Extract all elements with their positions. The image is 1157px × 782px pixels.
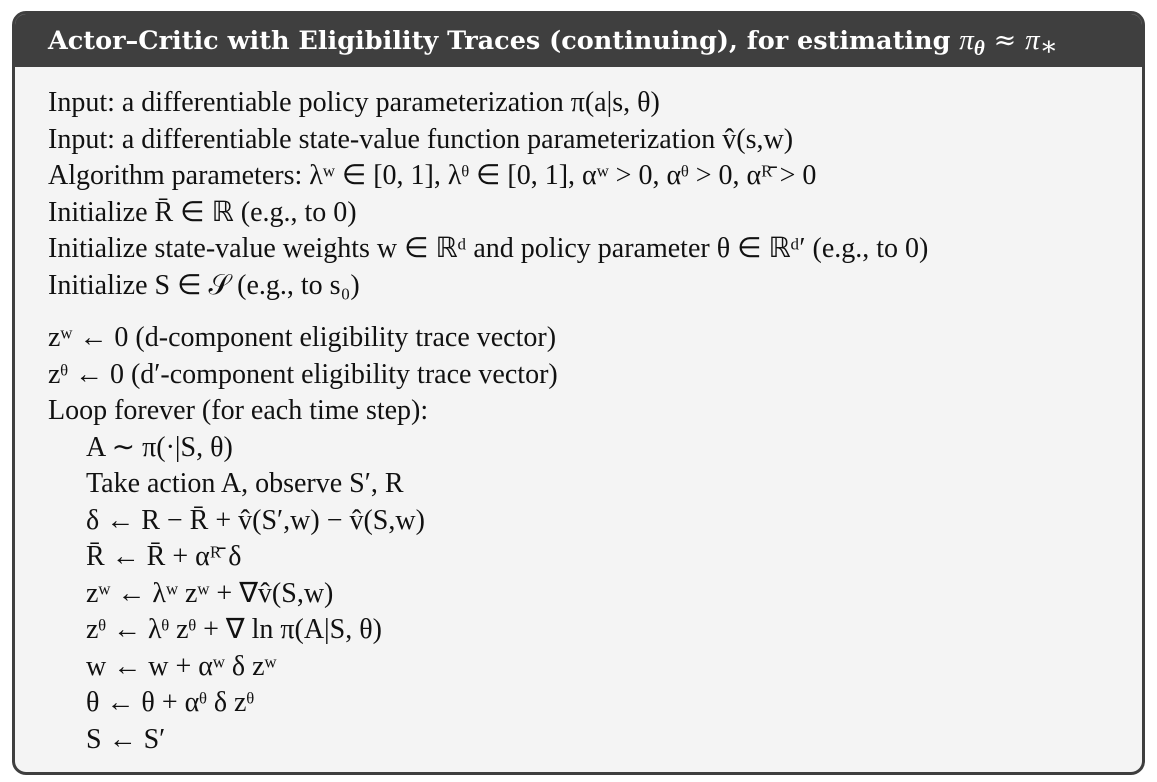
line-loop-forever: Loop forever (for each time step): (48, 395, 429, 426)
line-zw-init: zʷ ← 0 (d-component eligibility trace vector) (48, 322, 557, 353)
step-td-error: δ ← R − R̄ + v̂(S′,w) − v̂(S,w) (86, 504, 425, 536)
algorithm-box (12, 11, 1145, 775)
step-update-state: S ← S′ (86, 723, 166, 755)
title-text: Actor–Critic with Eligibility Traces (continuing), for estimating (48, 26, 951, 56)
line-initialize-rbar: Initialize R̄ ∈ ℝ (e.g., to 0) (48, 196, 357, 228)
title-pi-star: π (1025, 24, 1040, 56)
algorithm-title (15, 14, 1142, 67)
line-ztheta-init: zᶿ ← 0 (d′-component eligibility trace vector) (48, 358, 558, 390)
step-update-rbar: R̄ ← R̄ + αᴿ̄ δ (86, 541, 242, 572)
step-sample-action: A ∼ π(·|S, θ) (86, 431, 233, 463)
step-update-ztheta: zᶿ ← λᶿ zᶿ + ∇ ln π(A|S, θ) (86, 614, 382, 645)
step-update-zw: zʷ ← λʷ zʷ + ∇v̂(S,w) (86, 577, 334, 609)
line-initialize-state: Initialize S ∈ 𝒮 (e.g., to s₀) (48, 269, 360, 301)
step-take-action: Take action A, observe S′, R (86, 468, 404, 499)
title-theta-subscript: θ (973, 36, 985, 60)
line-initialize-weights: Initialize state-value weights w ∈ ℝᵈ and policy parameter θ ∈ ℝᵈ′ (e.g., to 0) (48, 233, 929, 264)
line-input-value: Input: a differentiable state-value function parameterization v̂(s,w) (48, 123, 794, 155)
step-update-theta: θ ← θ + αᶿ δ zᶿ (86, 687, 254, 718)
line-input-policy: Input: a differentiable policy parameterization π(a|s, θ) (48, 87, 660, 118)
title-approx-symbol: ≈ (993, 25, 1017, 56)
step-update-w: w ← w + αʷ δ zʷ (86, 650, 277, 682)
line-algorithm-parameters: Algorithm parameters: λʷ ∈ [0, 1], λᶿ ∈ [0, 1], αʷ > 0, αᶿ > 0, αᴿ̄ > 0 (48, 160, 817, 191)
title-star-subscript: ∗ (1039, 31, 1059, 62)
section-gap (48, 304, 1142, 320)
title-pi: π (959, 24, 974, 56)
algorithm-body (15, 67, 1142, 758)
